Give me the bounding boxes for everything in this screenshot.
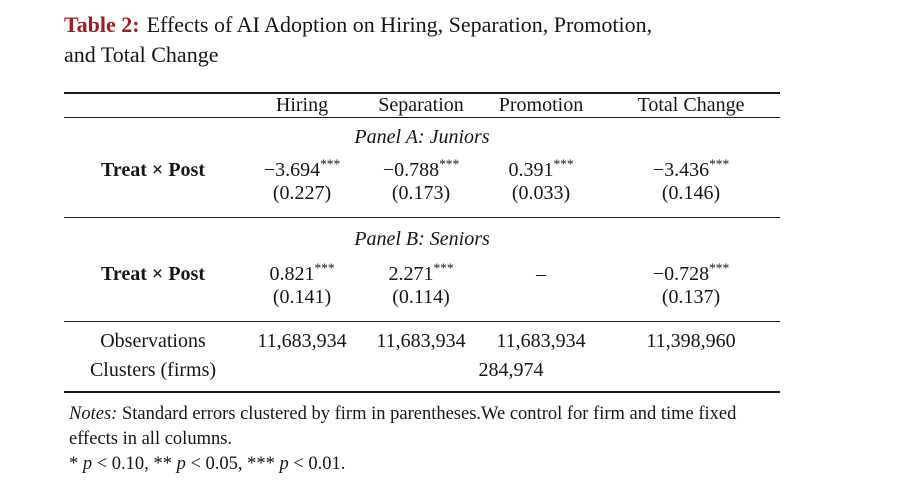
observations-total-change: 11,398,960 [602, 322, 780, 358]
paper-page [64, 10, 784, 477]
table-number-label: Table 2: [64, 12, 140, 37]
clusters-row [64, 357, 780, 392]
significance-stars: *** [314, 260, 335, 276]
panel-a-estimate-separation: −0.788*** [382, 156, 460, 181]
sig-p-2: p [176, 454, 186, 474]
panel-a-heading: Panel A: Juniors [354, 126, 490, 148]
column-header-row [64, 93, 780, 118]
sig-p-1: p [82, 454, 93, 474]
empty-cell [64, 182, 242, 218]
header-hiring: Hiring [242, 93, 362, 118]
panel-b-heading: Panel B: Seniors [64, 218, 780, 258]
significance-note [69, 452, 749, 477]
sig-stars-1: * [69, 454, 83, 474]
observations-separation: 11,683,934 [362, 322, 480, 358]
panel-a-row-label: Treat × Post [101, 159, 205, 181]
significance-stars: *** [553, 156, 574, 172]
significance-stars: *** [709, 156, 730, 172]
panel-a-stderr-promotion: (0.033) [511, 182, 571, 204]
significance-stars: *** [320, 156, 341, 172]
panel-b-estimate-row [64, 257, 780, 286]
panel-b-stderr-row [64, 286, 780, 322]
significance-stars: *** [709, 260, 730, 276]
panel-b-stderr-total-change: (0.137) [661, 286, 721, 308]
sig-threshold-3: < 0.01. [288, 454, 346, 474]
header-promotion: Promotion [480, 93, 602, 118]
panel-b-stderr-separation: (0.114) [392, 286, 450, 308]
panel-a-estimate-total-change: −3.436*** [652, 156, 730, 181]
panel-a-estimate-hiring: −3.694*** [263, 156, 341, 181]
significance-stars: *** [433, 260, 454, 276]
observations-label: Observations [64, 322, 242, 358]
sig-threshold-1: < 0.10, [92, 454, 154, 474]
observations-promotion: 11,683,934 [480, 322, 602, 358]
header-total-change: Total Change [602, 93, 780, 118]
panel-a-estimate-promotion: 0.391*** [508, 156, 574, 181]
significance-stars: *** [439, 156, 460, 172]
observations-row [64, 322, 780, 358]
panel-b-stderr-promotion [480, 286, 602, 322]
header-empty-cell [64, 93, 242, 118]
notes-text [69, 402, 749, 452]
notes-body: Standard errors clustered by firm in parentheses.We control for firm and time fixed effects in all columns. [69, 404, 737, 449]
panel-a-estimate-row [64, 153, 780, 182]
panel-a-stderr-separation: (0.173) [391, 182, 451, 204]
notes-label: Notes: [69, 404, 118, 424]
panel-b-estimate-separation: 2.271*** [388, 260, 454, 285]
panel-b-estimate-promotion: – [536, 263, 546, 285]
panel-b-stderr-hiring: (0.141) [272, 286, 332, 308]
sig-stars-2: ** [153, 454, 177, 474]
sig-stars-3: *** [247, 454, 280, 474]
results-table [64, 92, 780, 393]
panel-a-stderr-total-change: (0.146) [661, 182, 721, 204]
panel-b-estimate-total-change: −0.728*** [652, 260, 730, 285]
panel-a-heading-row [64, 118, 780, 154]
observations-hiring: 11,683,934 [242, 322, 362, 358]
empty-cell [64, 286, 242, 322]
table-title-line1: Effects of AI Adoption on Hiring, Separation, Promotion, [146, 12, 653, 37]
table-notes [64, 402, 749, 477]
clusters-label: Clusters (firms) [64, 357, 242, 392]
clusters-value: 284,974 [242, 357, 780, 392]
panel-b-row-label: Treat × Post [101, 263, 205, 285]
table-title [64, 10, 784, 70]
panel-b-heading-row [64, 218, 780, 258]
table-title-line2: and Total Change [64, 42, 219, 67]
panel-a-stderr-hiring: (0.227) [272, 182, 332, 204]
panel-b-estimate-hiring: 0.821*** [269, 260, 335, 285]
panel-a-stderr-row [64, 182, 780, 218]
header-separation: Separation [362, 93, 480, 118]
sig-p-3: p [279, 454, 289, 474]
sig-threshold-2: < 0.05, [185, 454, 248, 474]
